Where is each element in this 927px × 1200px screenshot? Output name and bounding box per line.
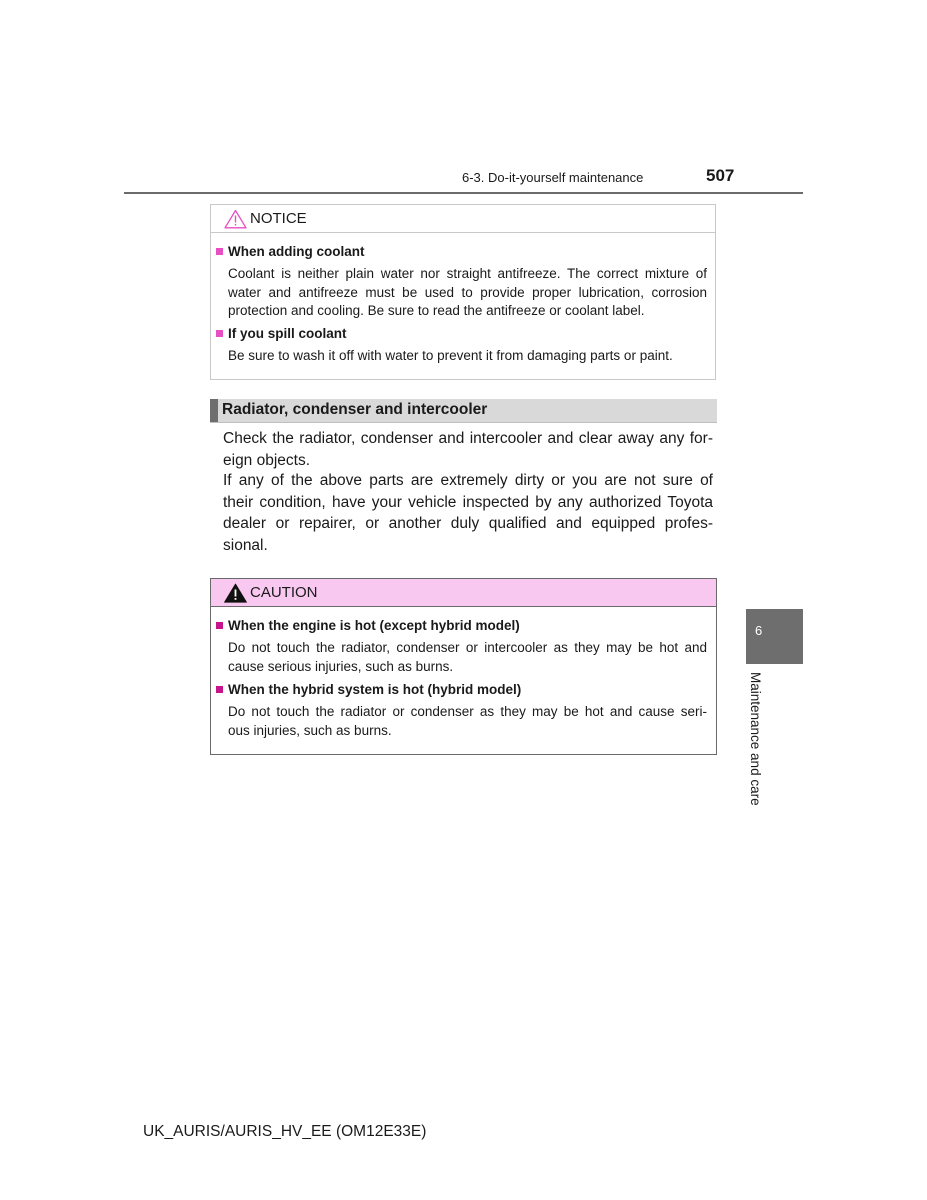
page-number: 507 [706,166,735,185]
notice-header [211,205,715,233]
square-bullet-icon [216,622,223,629]
caution-item-heading: When the engine is hot (except hybrid model) [216,618,520,633]
notice-item-heading: When adding coolant [216,244,365,259]
header-divider [124,192,803,194]
square-bullet-icon [216,248,223,255]
notice-item-body: Be sure to wash it off with water to prevent it from damaging parts or paint. [228,348,673,363]
caution-item-heading: When the hybrid system is hot (hybrid model) [216,682,521,697]
caution-item-body: Do not touch the radiator or condenser as they may be hot and cause seri- ous injuries, such as burns. [228,704,707,738]
chapter-number: 6 [755,623,763,638]
chapter-label: Maintenance and care [748,672,763,806]
heading-accent [210,399,218,422]
notice-item-body: Coolant is neither plain water nor straight antifreeze. The correct mixture of water and antifreeze must be used to provide proper lubrication, corrosion protection and cooling. Be sure to read the antifreeze or coolant label. [228,266,707,318]
square-bullet-icon [216,330,223,337]
body-paragraph: If any of the above parts are extremely dirty or you are not sure of their condition, have your vehicle inspected by any authorized Toyota dealer or repairer, or another duly qualified and equipped profes- sional. [223,472,713,554]
chapter-tab [746,609,803,664]
body-paragraph: Check the radiator, condenser and intercooler and clear away any for- eign objects. [223,430,713,469]
warning-outline-icon [224,209,247,229]
notice-box [210,204,716,380]
caution-title: CAUTION [250,584,318,601]
section-heading: Radiator, condenser and intercooler [222,401,488,418]
warning-filled-icon [224,583,247,603]
caution-item-body: Do not touch the radiator, condenser or intercooler as they may be hot and cause serious injuries, such as burns. [228,640,707,674]
square-bullet-icon [216,686,223,693]
notice-title: NOTICE [250,210,307,227]
notice-item-heading: If you spill coolant [216,326,347,341]
section-heading-bar [210,399,717,423]
caution-box [210,578,717,755]
caution-header [211,579,716,607]
section-title: 6-3. Do-it-yourself maintenance [462,170,644,185]
footer-document-code: UK_AURIS/AURIS_HV_EE (OM12E33E) [143,1123,427,1140]
